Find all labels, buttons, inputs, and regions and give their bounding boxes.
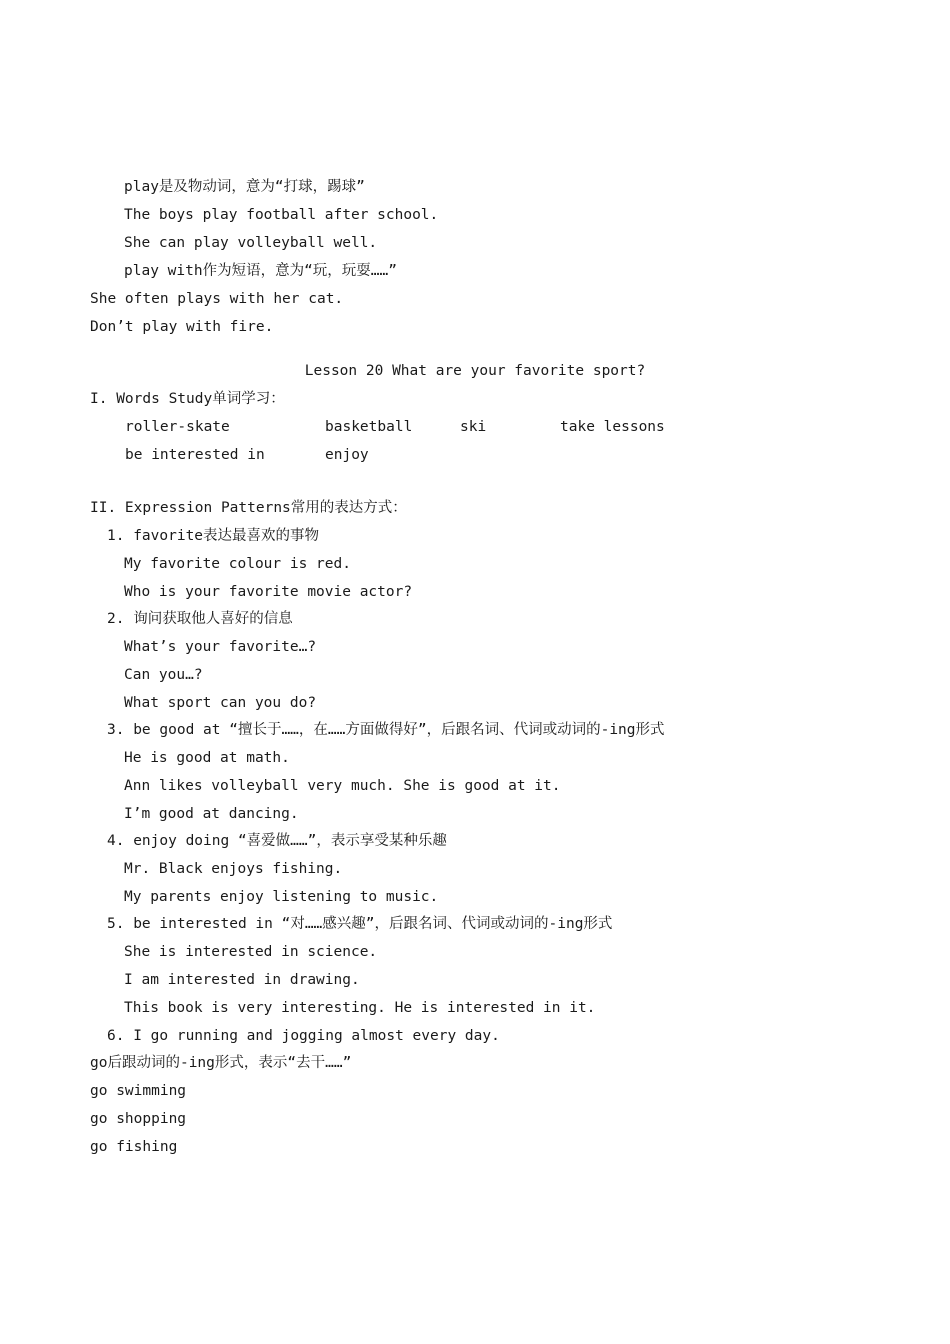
pattern-title: 4. enjoy doing “喜爱做……”，表示享受某种乐趣 (107, 833, 447, 849)
example-sentence: I am interested in drawing. (124, 972, 360, 988)
example-sentence: Mr. Black enjoys fishing. (124, 861, 343, 877)
pattern-title: 6. I go running and jogging almost every day. (107, 1028, 500, 1044)
example-sentence: What sport can you do? (124, 695, 317, 711)
example-sentence: Don’t play with fire. (90, 319, 274, 335)
example-sentence: This book is very interesting. He is interested in it. (124, 1000, 596, 1016)
vocab-word: take lessons (560, 419, 665, 435)
pattern-title: 5. be interested in “对……感兴趣”，后跟名词、代词或动词的-ing形式 (107, 916, 613, 932)
example-sentence: My favorite colour is red. (124, 556, 351, 572)
example-sentence: I’m good at dancing. (124, 806, 299, 822)
example-phrase: go shopping (90, 1111, 187, 1127)
example-phrase: go swimming (90, 1083, 187, 1099)
vocab-word: enjoy (325, 447, 369, 463)
example-sentence: Can you…? (124, 667, 203, 683)
play-with-note: play with作为短语，意为“玩，玩耍……” (124, 263, 397, 279)
pattern-title: 2. 询问获取他人喜好的信息 (107, 611, 293, 627)
example-sentence: The boys play football after school. (124, 207, 439, 223)
example-sentence: My parents enjoy listening to music. (124, 889, 439, 905)
example-sentence: What’s your favorite…? (124, 639, 317, 655)
words-study-heading: I. Words Study单词学习： (90, 391, 285, 407)
example-phrase: go fishing (90, 1139, 178, 1155)
expression-patterns-heading: II. Expression Patterns常用的表达方式： (90, 500, 407, 516)
example-sentence: He is good at math. (124, 750, 290, 766)
vocab-word: be interested in (125, 447, 265, 463)
vocab-word: basketball (325, 419, 413, 435)
lesson-title: Lesson 20 What are your favorite sport? (304, 363, 646, 379)
example-sentence: Who is your favorite movie actor? (124, 584, 413, 600)
play-transitive-note: play是及物动词，意为“打球，踢球” (124, 179, 365, 195)
go-ing-note: go后跟动词的-ing形式，表示“去干……” (90, 1055, 352, 1071)
example-sentence: She can play volleyball well. (124, 235, 378, 251)
example-sentence: She often plays with her cat. (90, 291, 344, 307)
vocab-word: ski (460, 419, 487, 435)
pattern-title: 1. favorite表达最喜欢的事物 (107, 528, 320, 544)
vocab-word: roller-skate (125, 419, 230, 435)
example-sentence: She is interested in science. (124, 944, 378, 960)
example-sentence: Ann likes volleyball very much. She is good at it. (124, 778, 561, 794)
pattern-title: 3. be good at “擅长于……，在……方面做得好”，后跟名词、代词或动词的-ing形式 (107, 722, 665, 738)
